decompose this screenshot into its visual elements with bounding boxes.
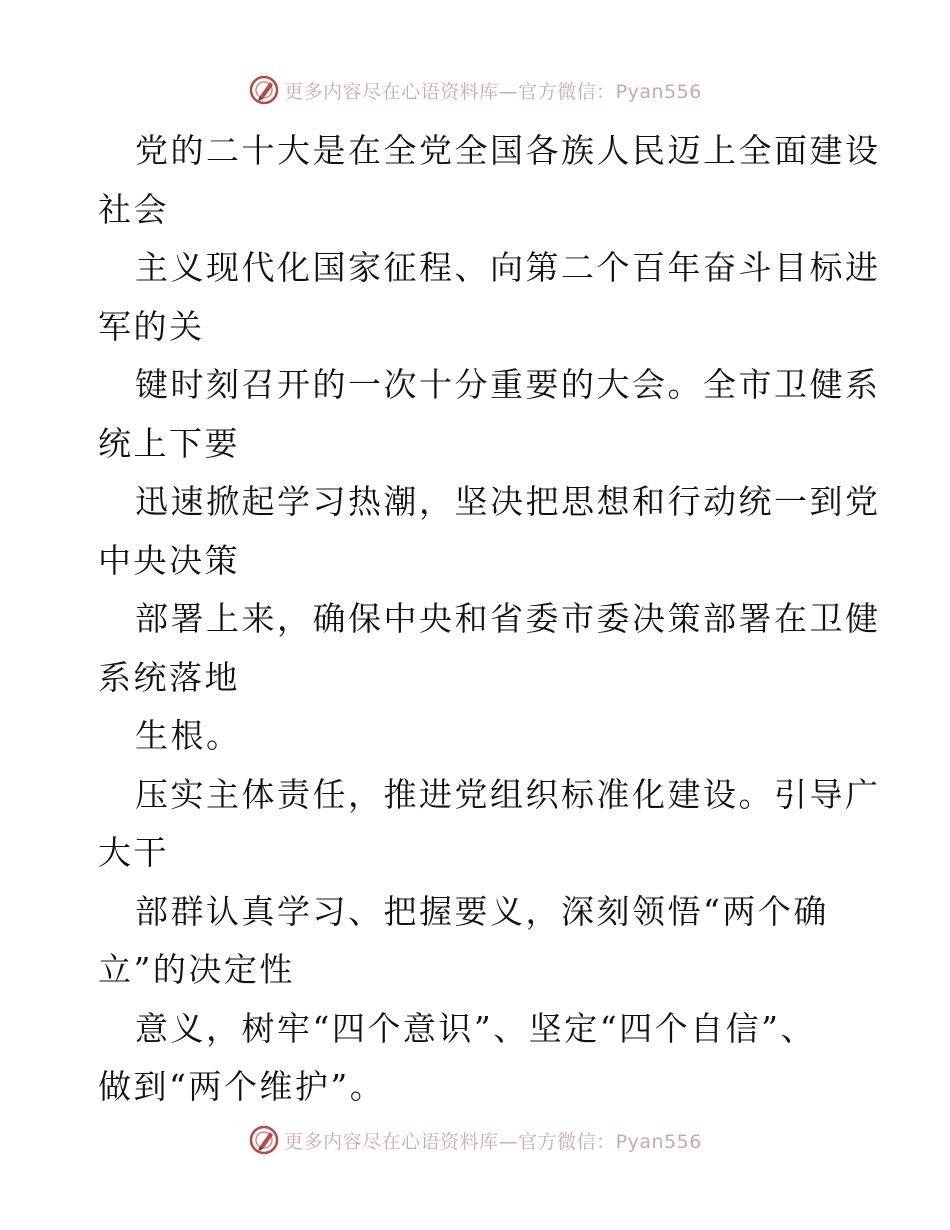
paragraph-line: 立”的决定性 [98,950,295,989]
paragraph-line: 系统落地 [98,657,240,697]
paragraph-line: 主义现代化国家征程、向第二个百年奋斗目标进 [135,248,881,287]
paragraph-line: 迅速掀起学习热潮，坚决把思想和行动统一到党 [135,482,881,521]
paragraph-line: 中央决策 [98,540,240,580]
paragraph-line: 压实主体责任，推进党组织标准化建设。引导广 [135,774,881,814]
paragraph-line: 部群认真学习、把握要义，深刻领悟“两个确 [135,891,829,931]
paragraph-line: 军的关 [98,306,205,346]
paragraph-line: 党的二十大是在全党全国各族人民迈上全面建设 [135,131,881,170]
header-watermark [0,70,950,110]
watermark-text: 更多内容尽在心语资料库—官方微信：Pyan556 [284,80,702,103]
footer-watermark [0,1120,950,1160]
document-body [98,122,881,1117]
pen-nib-logo-icon [248,1124,280,1156]
paragraph-line: 意义，树牢“四个意识”、坚定“四个自信”、 [135,1008,816,1048]
paragraph-line: 社会 [98,189,169,229]
watermark-text: 更多内容尽在心语资料库—官方微信：Pyan556 [284,1130,702,1153]
paragraph-line: 键时刻召开的一次十分重要的大会。全市卫健系 [135,365,881,404]
paragraph-line: 生根。 [135,716,242,755]
pen-nib-logo-icon [248,74,280,106]
paragraph-line: 大干 [98,833,169,872]
paragraph-line: 部署上来，确保中央和省委市委决策部署在卫健 [135,599,881,638]
paragraph-line: 统上下要 [98,423,240,463]
paragraph-line: 做到“两个维护”。 [98,1067,386,1106]
